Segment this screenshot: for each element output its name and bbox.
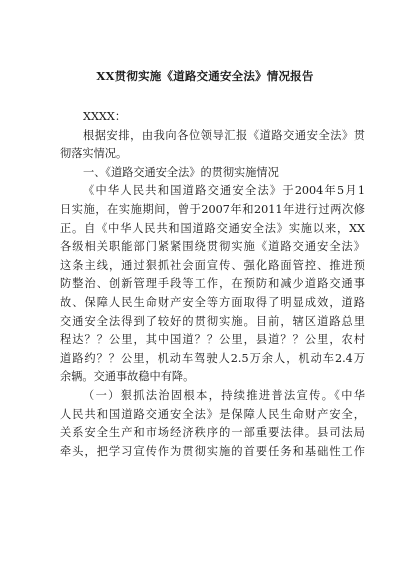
paragraph-line: 人民共和国道路交通安全法》是保障人民生命财产安全， bbox=[60, 407, 365, 421]
paragraph-line: 《中华人民共和国道路交通安全法》于2004年5月1 bbox=[83, 184, 365, 198]
paragraph-line: 程达？？公里，其中国道？？公里，县道？？公里，农村 bbox=[60, 333, 365, 347]
paragraph-line: 防整治、创新管理手段等工作，在预防和减少道路交通事 bbox=[60, 277, 365, 291]
paragraph-line: 日实施，在实施期间，曾于2007年和2011年进行过两次修 bbox=[60, 202, 365, 216]
paragraph-line: （一）狠抓法治固根本，持续推进普法宣传。《中华 bbox=[83, 388, 365, 402]
paragraph-line: 交通安全法得到了较好的贯彻实施。目前，辖区道路总里 bbox=[60, 314, 365, 328]
document-title: XX贯彻实施《道路交通安全法》情况报告 bbox=[96, 69, 314, 83]
document-body bbox=[60, 108, 365, 461]
paragraph-line: 各级相关职能部门紧紧围绕贯彻实施《道路交通安全法》 bbox=[60, 240, 365, 254]
paragraph-line: 故、保障人民生命财产安全等方面取得了明显成效，道路 bbox=[60, 295, 365, 309]
intro-line: 彻落实情况。 bbox=[60, 147, 128, 161]
paragraph-line: 正。自《中华人民共和国道路交通安全法》实施以来，XX bbox=[60, 221, 365, 235]
paragraph-line: 这条主线，通过狠抓社会面宣传、强化路面管控、推进预 bbox=[60, 258, 365, 272]
paragraph-line: 余辆。交通事故稳中有降。 bbox=[60, 370, 195, 384]
salutation: XXXX： bbox=[83, 110, 127, 123]
paragraph-line: 道路约？？公里，机动车驾驶人2.5万余人，机动车2.4万 bbox=[60, 351, 365, 365]
paragraph-line: 牵头，把学习宣传作为贯彻实施的首要任务和基础性工作 bbox=[60, 444, 365, 458]
paragraph-line: 关系安全生产和市场经济秩序的一部重要法律。县司法局 bbox=[60, 426, 365, 440]
intro-line: 根据安排，由我向各位领导汇报《道路交通安全法》贯 bbox=[83, 128, 365, 142]
section-heading: 一、《道路交通安全法》的贯彻实施情况 bbox=[83, 165, 279, 179]
